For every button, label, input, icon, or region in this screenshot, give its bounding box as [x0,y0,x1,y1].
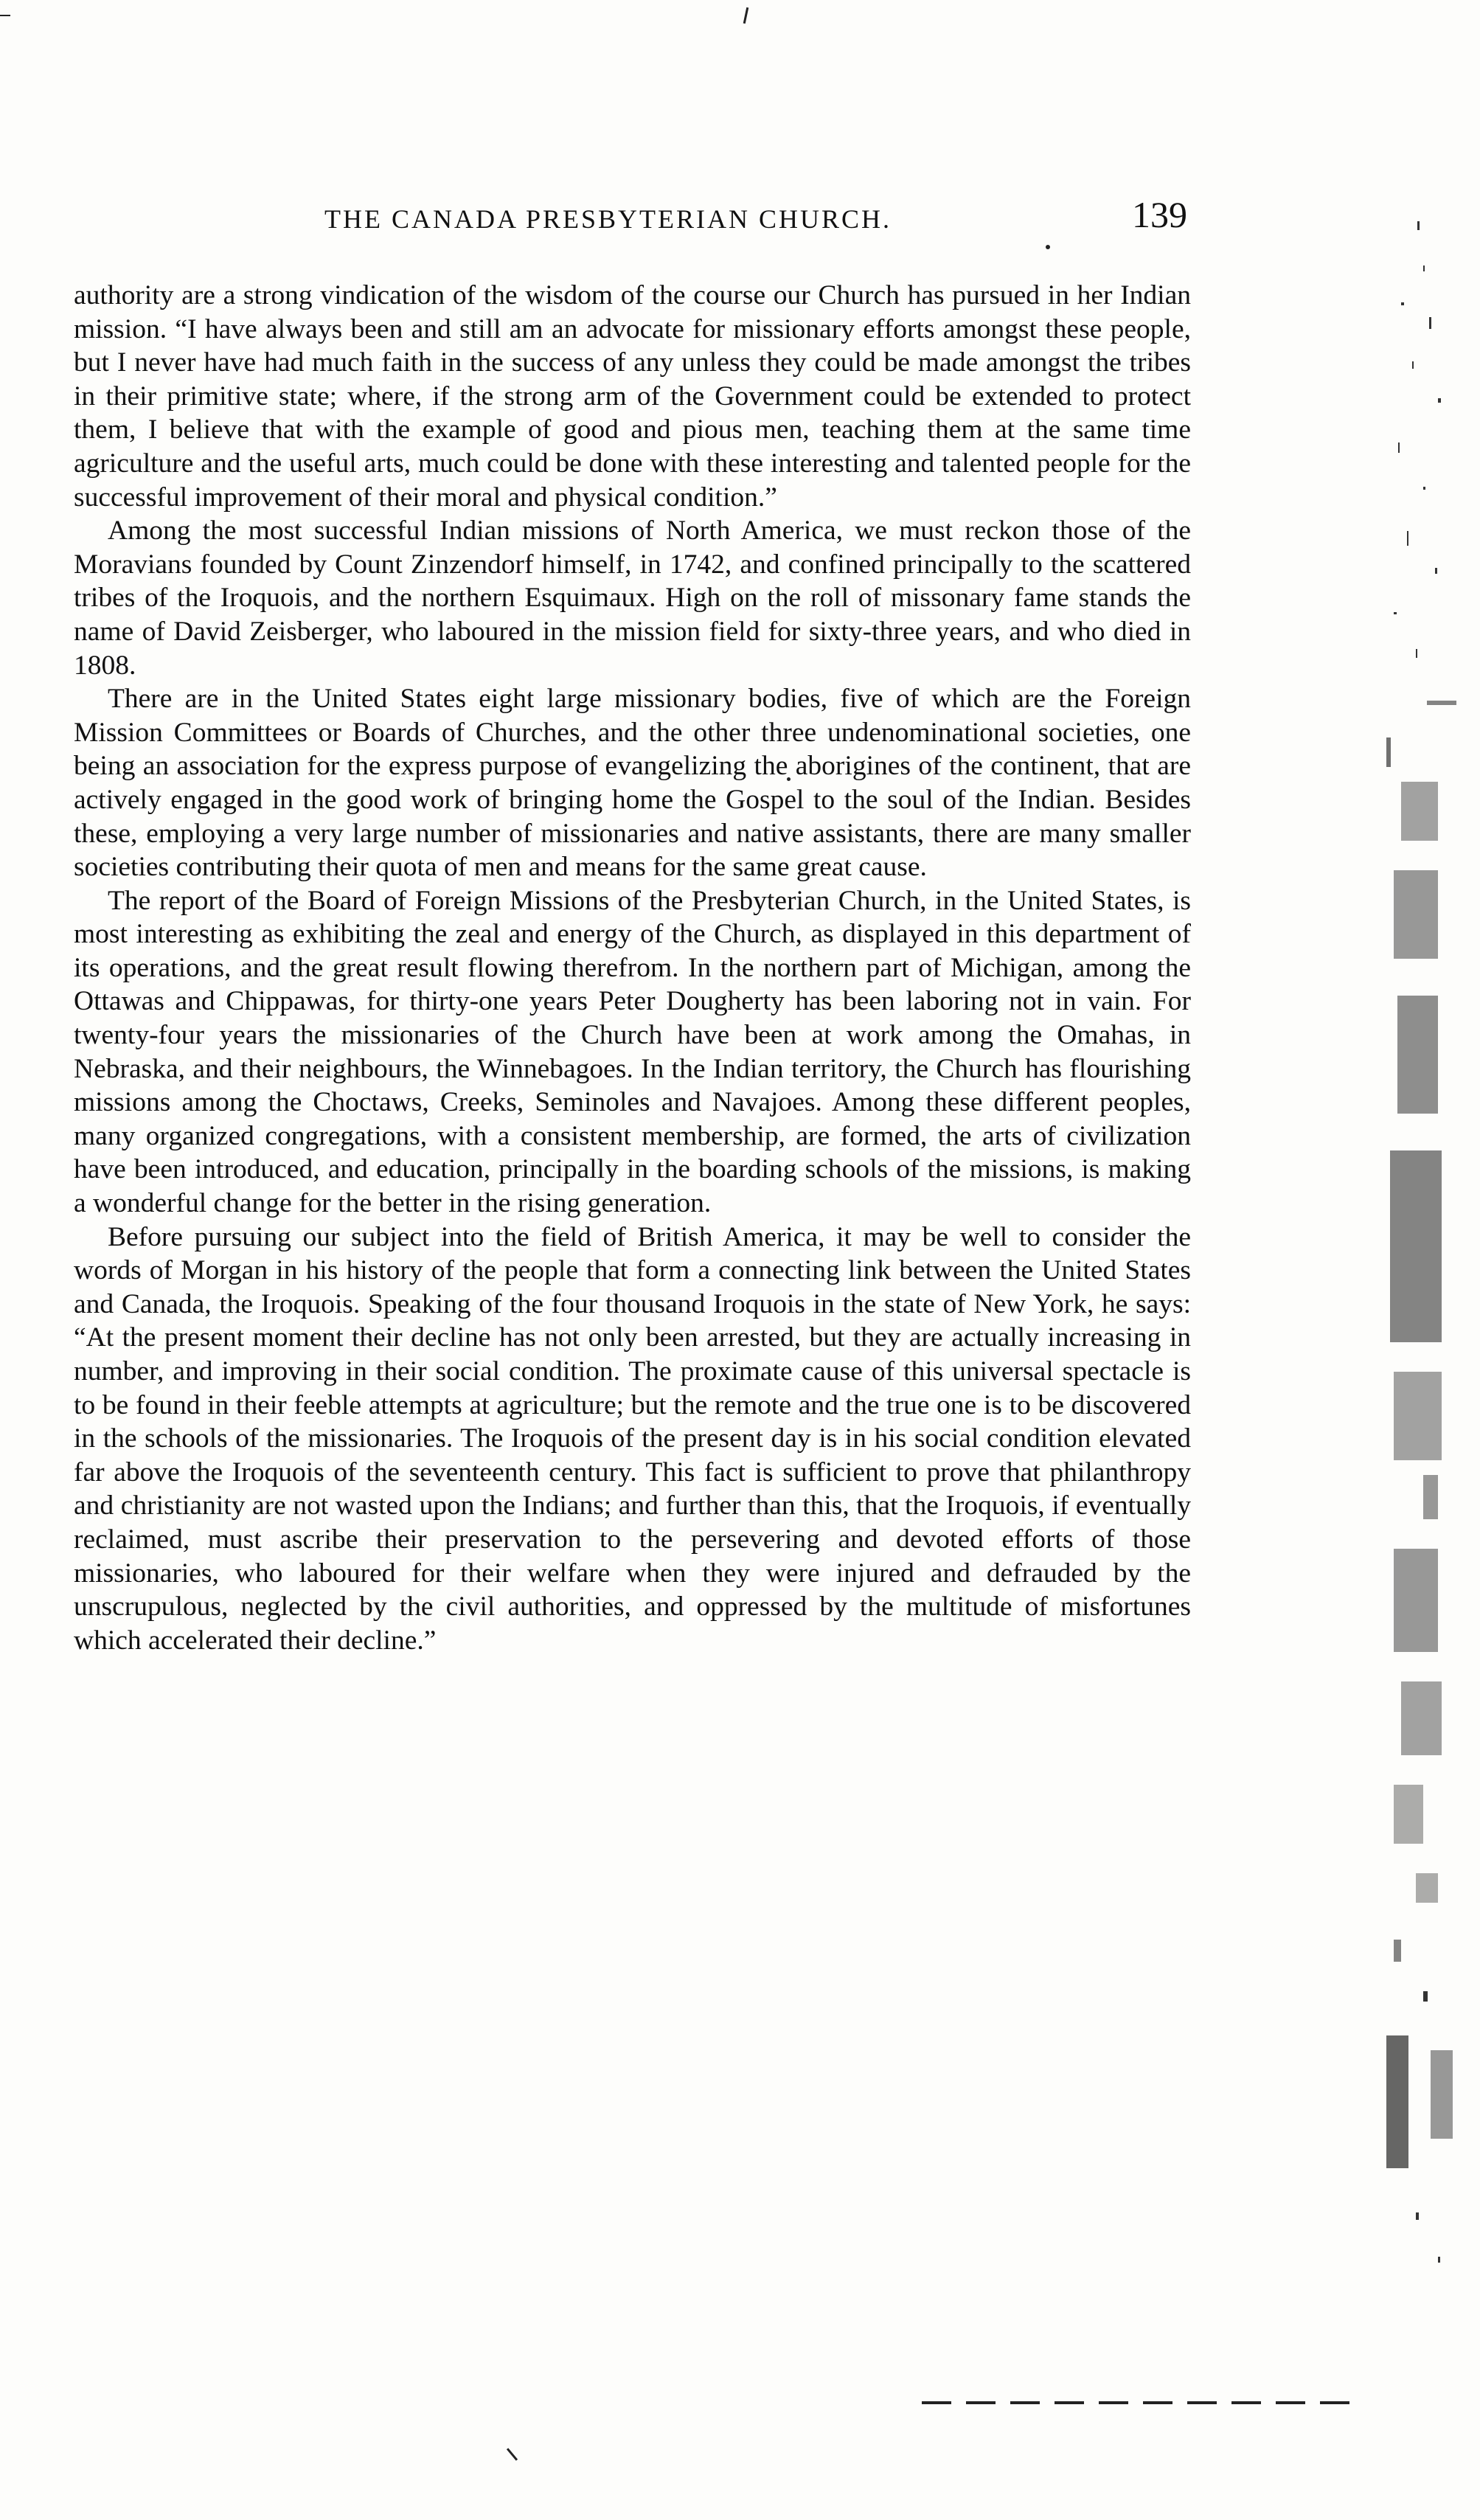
running-title: THE CANADA PRESBYTERIAN CHURCH. [324,204,892,234]
paragraph: There are in the United States eight large missionary bodies, five of which are the Foreign Mission Committees or Boards of Churches, and the other three undenominational societies, one being an association for the express purpose of evangelizing the aborigines of the continent, that are actively engaged in the good work of bringing home the Gospel to the soul of the Indian. Besides these, employing a very large number of missionaries and native assistants, there are many smaller societies contributing their quota of men and means for the same great cause. [74,684,1191,883]
running-head [74,193,1187,245]
paragraph: Before pursuing our subject into the field of British America, it may be well to consider the words of Morgan in his history of the people that form a connecting link between the United States and Canada, the Iroquois. Speaking of the four thousand Iroquois in the state of New York, he says: “At the present moment their decline has not only been arrested, but they are actually increasing in number, and improving in their social condition. The proximate cause of this universal spectacle is to be found in their feeble attempts at agriculture; but the remote and the true one is to be discovered in the schools of the missionaries. The Iroquois of the present day is in his social condition elevated far above the Iroquois of the seventeenth century. This fact is sufficient to prove that philanthropy and christianity are not wasted upon the Indians; and further than this, that the Iroquois, if eventually reclaimed, must ascribe their preservation to the persevering and devoted efforts of those missionaries, who laboured for their welfare when they were injured and defrauded by the unscrupulous, neglected by the civil authorities, and oppressed by the multitude of misfortunes which accelerated their decline.” [74,1221,1191,1656]
margin-scan-noise [1372,221,1467,2434]
body-text [74,279,1191,1657]
scan-mark-top [743,7,749,24]
scan-mark-bottom [507,2448,518,2460]
paragraph: Among the most successful Indian missions of North America, we must reckon those of the Moravians founded by Count Zinzendorf himself, in 1742, and confined principally to the scattered tribes of the Iroquois, and the northern Esquimaux. High on the roll of missonary fame stands the name of David Zeisberger, who laboured in the mission field for sixty-three years, and who died in 1808. [74,516,1191,681]
paragraph: authority are a strong vindication of the wisdom of the course our Church has pursued in her Indian mission. “I have always been and still am an advocate for missionary efforts amongst these people, but I never have had much faith in the success of any unless they could be made amongst the tribes in their primitive state; where, if the strong arm of the Government could be extended to protect them, I believe that with the example of good and pious men, teaching them at the same time agriculture and the useful arts, much could be done with these interesting and talented people for the successful improvement of their moral and physical condition.” [74,280,1191,513]
scan-mark-head-dot [1046,245,1050,249]
scan-mark-top-left [0,15,10,16]
page-number: 139 [1132,194,1187,235]
bottom-dashed-rule [922,2401,1364,2404]
paragraph: The report of the Board of Foreign Missions of the Presbyterian Church, in the United States, is most interesting as exhibiting the zeal and energy of the Church, as displayed in this department of its operations, and the great result flowing therefrom. In the northern part of Michigan, among the Ottawas and Chippawas, for thirty-one years Peter Dougherty has been laboring not in vain. For twenty-four years the missionaries of the Church have been at work among the Omahas, in Nebraska, and their neighbours, the Winnebagoes. In the Indian territory, the Church has flourishing missions among the Choctaws, Creeks, Seminoles and Navajoes. Among these different peoples, many organized congregations, with a consistent membership, are formed, the arts of civilization have been introduced, and education, principally in the boarding schools of the missions, is making a wonderful change for the better in the rising generation. [74,885,1191,1219]
